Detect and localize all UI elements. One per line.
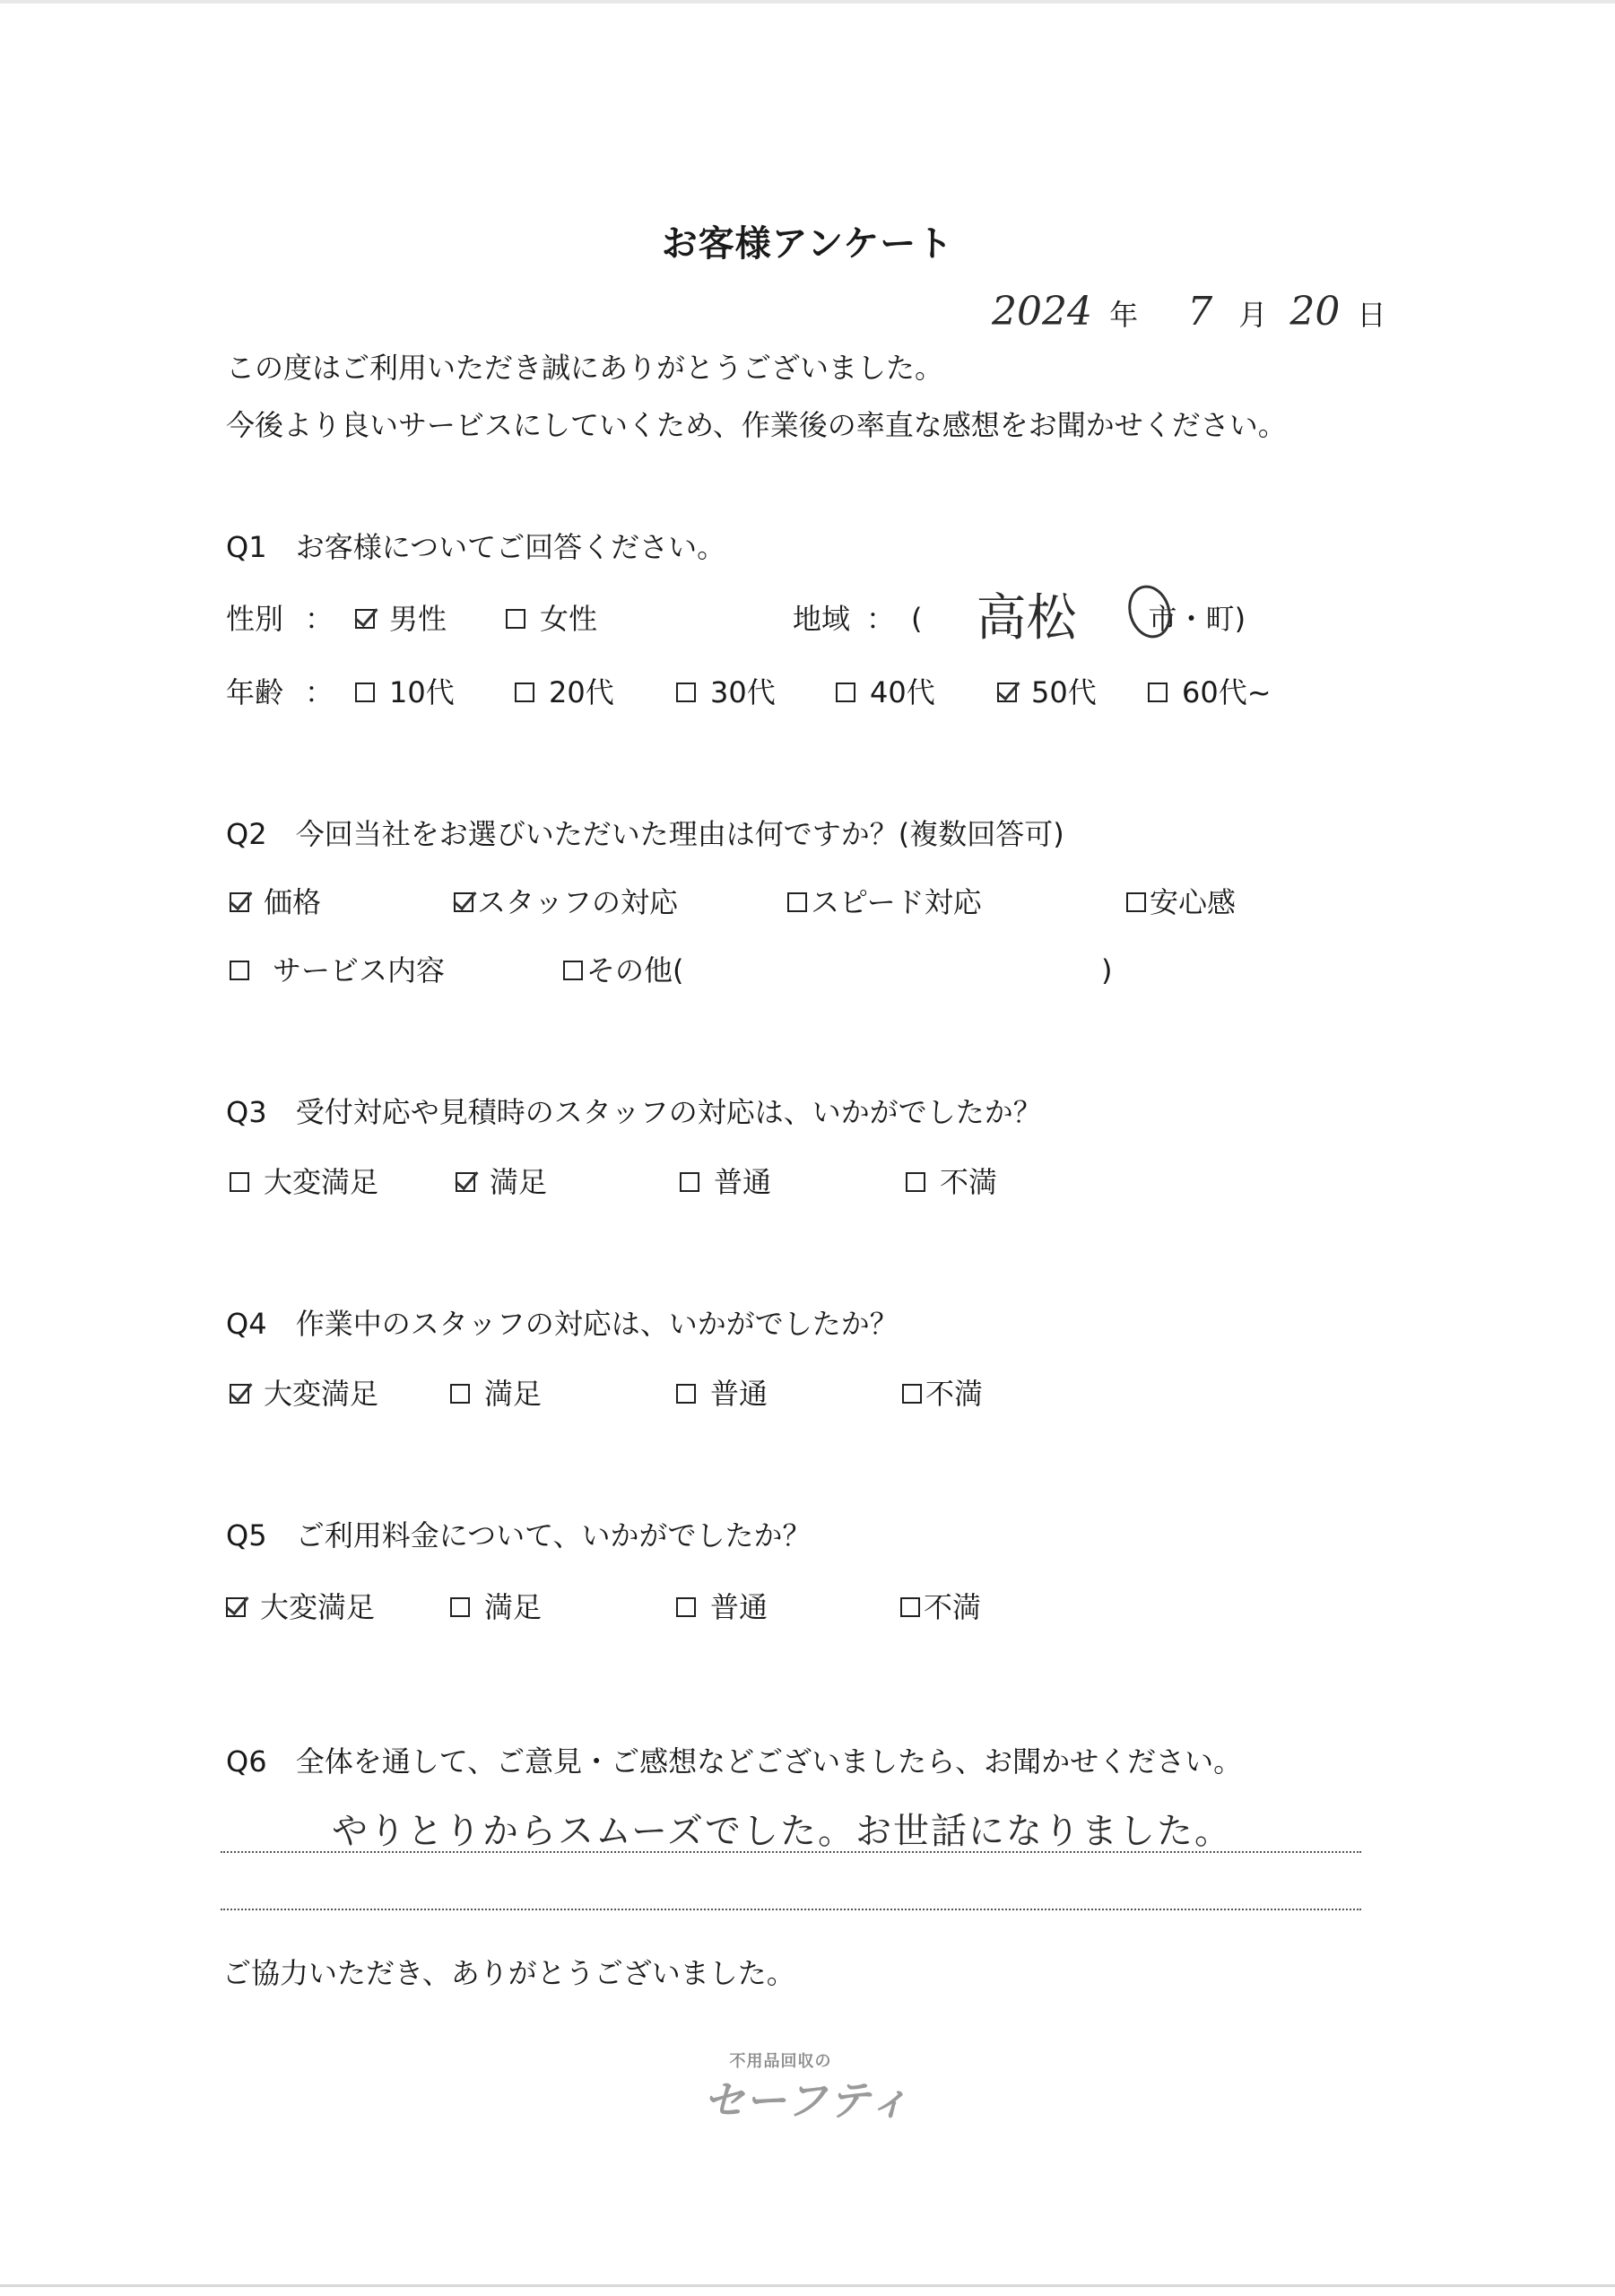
checkbox-staff[interactable] xyxy=(454,892,473,912)
q4-dissatisfied-label: 不満 xyxy=(925,1377,984,1411)
q2-security-label: 安心感 xyxy=(1150,885,1237,919)
q5-option-neutral[interactable] xyxy=(676,1589,900,1625)
q3-option-dissatisfied[interactable] xyxy=(906,1164,997,1200)
q5-option-very-satisfied[interactable] xyxy=(226,1589,450,1625)
q3-option-very-satisfied[interactable] xyxy=(230,1164,456,1200)
q6-text: 全体を通して、ご意見・ご感想などございましたら、お聞かせください。 xyxy=(295,1744,1243,1779)
q3-option-neutral[interactable] xyxy=(680,1164,906,1200)
q5-text: ご利用料金について、いかがでしたか？ xyxy=(295,1518,812,1552)
checkbox-q3-satisfied[interactable] xyxy=(456,1172,475,1192)
q1-gender-row xyxy=(226,601,597,637)
date-day-value: 20 xyxy=(1289,289,1341,335)
age-option-20[interactable] xyxy=(515,674,676,710)
q2-other-close-paren: ) xyxy=(1101,953,1113,987)
region-value[interactable]: 高松 xyxy=(976,589,1077,648)
q4-very-satisfied-label: 大変満足 xyxy=(264,1377,379,1411)
checkbox-q3-very-satisfied[interactable] xyxy=(230,1172,249,1192)
checkbox-q4-neutral[interactable] xyxy=(676,1384,696,1404)
date-month-unit: 月 xyxy=(1238,298,1268,332)
q2-option-price[interactable] xyxy=(230,884,454,920)
age-10-label: 10代 xyxy=(389,675,455,709)
logo-subtitle: 不用品回収の xyxy=(729,2052,832,2071)
checkbox-female[interactable] xyxy=(506,609,525,629)
q3-satisfied-label: 満足 xyxy=(490,1165,548,1199)
intro-line-2: 今後より良いサービスにしていくため、作業後の率直な感想をお聞かせください。 xyxy=(226,408,1287,442)
age-option-50[interactable] xyxy=(997,674,1148,710)
q4-options-row xyxy=(230,1376,983,1412)
q2-speed-label: スピード対応 xyxy=(811,885,982,919)
q2-service-label: サービス内容 xyxy=(273,953,446,987)
q4-label: Q4 xyxy=(226,1307,267,1341)
gender-label: 性別 xyxy=(226,602,284,636)
checkbox-q5-very-satisfied[interactable] xyxy=(226,1597,246,1617)
age-label: 年齢 xyxy=(226,675,284,709)
q5-option-dissatisfied[interactable] xyxy=(900,1589,981,1625)
region-dot: ・ xyxy=(1177,602,1206,636)
region-label: 地域 xyxy=(793,602,851,636)
scan-top-edge xyxy=(0,0,1615,4)
age-option-10[interactable] xyxy=(355,674,515,710)
q5-dissatisfied-label: 不満 xyxy=(924,1590,982,1624)
age-option-40[interactable] xyxy=(836,674,997,710)
checkbox-age-30[interactable] xyxy=(676,683,696,702)
date-day-unit: 日 xyxy=(1357,298,1386,332)
checkbox-q5-neutral[interactable] xyxy=(676,1597,696,1617)
checkbox-other[interactable] xyxy=(563,961,583,980)
q2-label: Q2 xyxy=(226,817,267,851)
q4-option-very-satisfied[interactable] xyxy=(230,1376,450,1412)
age-option-30[interactable] xyxy=(676,674,836,710)
checkbox-age-60[interactable] xyxy=(1148,683,1168,702)
date-year-value: 2024 xyxy=(992,289,1092,335)
q5-option-satisfied[interactable] xyxy=(450,1589,676,1625)
q3-very-satisfied-label: 大変満足 xyxy=(264,1165,379,1199)
checkbox-q3-neutral[interactable] xyxy=(680,1172,699,1192)
q5-neutral-label: 普通 xyxy=(710,1590,768,1624)
q5-very-satisfied-label: 大変満足 xyxy=(260,1590,376,1624)
q4-option-neutral[interactable] xyxy=(676,1376,902,1412)
region-sep: ： xyxy=(866,602,896,636)
q3-text: 受付対応や見積時のスタッフの対応は、いかがでしたか？ xyxy=(295,1095,1042,1129)
page-title: お客様アンケート xyxy=(661,223,954,265)
checkbox-service[interactable] xyxy=(230,961,249,980)
q2-option-staff[interactable] xyxy=(454,884,787,920)
q2-option-service[interactable] xyxy=(230,952,563,988)
q2-heading xyxy=(226,816,1064,852)
q6-heading xyxy=(226,1744,1242,1779)
gender-option-male[interactable] xyxy=(355,601,447,637)
q6-answer-line-1 xyxy=(221,1851,1361,1853)
region-city-suffix-wrap[interactable] xyxy=(1149,601,1177,637)
age-20-label: 20代 xyxy=(549,675,614,709)
q3-options-row xyxy=(230,1164,997,1200)
q5-satisfied-label: 満足 xyxy=(484,1590,543,1624)
q4-heading xyxy=(226,1306,899,1342)
q2-staff-label: スタッフの対応 xyxy=(477,885,679,919)
checkbox-age-10[interactable] xyxy=(355,683,375,702)
gender-sep: ： xyxy=(305,602,334,636)
checkbox-q5-dissatisfied[interactable] xyxy=(900,1597,920,1617)
q2-price-label: 価格 xyxy=(264,885,322,919)
closing-message: ご協力いただき、ありがとうございました。 xyxy=(222,1956,795,1990)
gender-male-label: 男性 xyxy=(389,602,447,636)
q3-option-satisfied[interactable] xyxy=(456,1164,680,1200)
q3-dissatisfied-label: 不満 xyxy=(940,1165,998,1199)
checkbox-q3-dissatisfied[interactable] xyxy=(906,1172,925,1192)
region-open-paren: ( xyxy=(911,602,923,636)
age-50-label: 50代 xyxy=(1031,675,1097,709)
q2-row-2 xyxy=(230,952,1112,988)
logo-wordmark: セーフティ xyxy=(703,2076,912,2125)
q2-row-1 xyxy=(230,884,1236,920)
company-logo xyxy=(0,2048,1615,2127)
checkbox-age-20[interactable] xyxy=(515,683,534,702)
age-40-label: 40代 xyxy=(870,675,935,709)
checkbox-security[interactable] xyxy=(1126,892,1146,912)
q4-neutral-label: 普通 xyxy=(710,1377,768,1411)
checkbox-age-50[interactable] xyxy=(997,683,1017,702)
q4-option-satisfied[interactable] xyxy=(450,1376,676,1412)
q4-option-dissatisfied[interactable] xyxy=(902,1376,983,1412)
age-30-label: 30代 xyxy=(710,675,776,709)
checkbox-speed[interactable] xyxy=(787,892,807,912)
checkbox-price[interactable] xyxy=(230,892,249,912)
checkbox-q4-dissatisfied[interactable] xyxy=(902,1384,922,1404)
q4-text: 作業中のスタッフの対応は、いかがでしたか？ xyxy=(295,1307,899,1341)
region-close-paren: ) xyxy=(1234,602,1246,636)
region-town-suffix[interactable]: 町 xyxy=(1205,602,1235,636)
q6-label: Q6 xyxy=(226,1744,267,1779)
intro-line-1: この度はご利用いただき誠にありがとうございました。 xyxy=(226,351,944,385)
q2-option-security[interactable] xyxy=(1126,884,1236,920)
gender-female-label: 女性 xyxy=(540,602,598,636)
checkbox-age-40[interactable] xyxy=(836,683,855,702)
checkbox-q4-very-satisfied[interactable] xyxy=(230,1384,249,1404)
date-field xyxy=(992,289,1386,335)
q5-options-row xyxy=(226,1589,981,1625)
q2-other-label: その他( xyxy=(586,953,684,987)
q3-heading xyxy=(226,1094,1042,1130)
age-option-60[interactable] xyxy=(1148,674,1272,710)
q4-satisfied-label: 満足 xyxy=(484,1377,543,1411)
q3-label: Q3 xyxy=(226,1095,267,1129)
checkbox-q5-satisfied[interactable] xyxy=(450,1597,470,1617)
q3-neutral-label: 普通 xyxy=(714,1165,772,1199)
date-year-unit: 年 xyxy=(1109,298,1139,332)
scan-bottom-edge xyxy=(0,2284,1615,2287)
q6-answer-text[interactable]: やりとりからスムーズでした。お世話になりました。 xyxy=(332,1811,1232,1852)
gender-option-female[interactable] xyxy=(506,601,597,637)
region-city-suffix: 市 xyxy=(1148,602,1177,636)
checkbox-q4-satisfied[interactable] xyxy=(450,1384,470,1404)
date-month-value: 7 xyxy=(1187,289,1213,335)
q2-option-other[interactable] xyxy=(563,952,1101,988)
q2-option-speed[interactable] xyxy=(787,884,1126,920)
q1-text: お客様についてご回答ください。 xyxy=(295,530,726,564)
checkbox-male[interactable] xyxy=(355,609,375,629)
q6-answer-line-2 xyxy=(221,1909,1361,1910)
age-sep: ： xyxy=(305,675,334,709)
q1-age-row xyxy=(226,674,1272,710)
q1-heading xyxy=(226,529,725,565)
q5-label: Q5 xyxy=(226,1518,267,1552)
age-60-label: 60代~ xyxy=(1182,675,1272,709)
q2-text: 今回当社をお選びいただいた理由は何ですか？(複数回答可) xyxy=(295,817,1064,851)
q5-heading xyxy=(226,1518,811,1553)
q1-region-row xyxy=(793,589,1246,648)
q1-label: Q1 xyxy=(226,530,267,564)
